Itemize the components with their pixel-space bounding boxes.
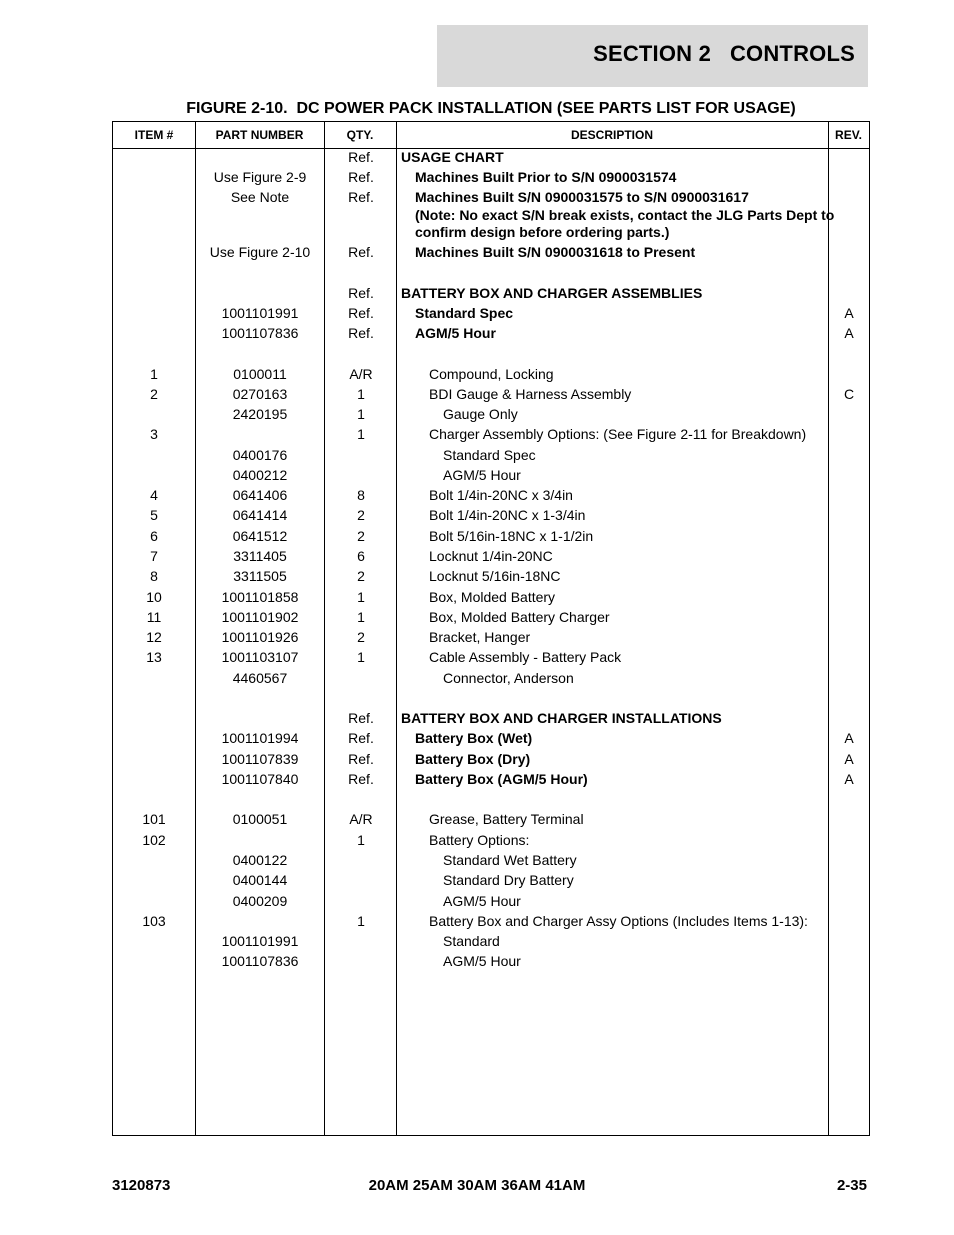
part-number: 0641406 (232, 487, 288, 503)
quantity: A/R (349, 366, 373, 382)
section-title: SECTION 2 CONTROLS (593, 41, 855, 66)
section-header (437, 25, 868, 87)
description: Battery Box (AGM/5 Hour) (415, 771, 588, 787)
description: BATTERY BOX AND CHARGER ASSEMBLIES (401, 285, 703, 301)
description: AGM/5 Hour (415, 325, 496, 341)
description: Standard Wet Battery (443, 852, 577, 868)
revision: C (843, 386, 855, 402)
description: BDI Gauge & Harness Assembly (429, 386, 632, 402)
part-number: 1001107840 (221, 771, 299, 787)
quantity: A/R (349, 811, 373, 827)
description: Gauge Only (443, 406, 518, 422)
part-number: 1001107836 (221, 953, 299, 969)
item-number: 8 (150, 568, 158, 584)
item-number: 101 (142, 811, 166, 827)
quantity: Ref. (348, 189, 374, 205)
part-number: 0100051 (232, 811, 288, 827)
part-number: 1001101902 (221, 609, 299, 625)
item-number: 7 (150, 548, 158, 564)
item-number: 1 (150, 366, 158, 382)
quantity: 1 (357, 832, 365, 848)
quantity: Ref. (348, 710, 374, 726)
description: Battery Options: (429, 832, 530, 848)
part-number: 1001101926 (221, 629, 299, 645)
item-number: 103 (142, 913, 166, 929)
quantity: 1 (357, 426, 365, 442)
description: Machines Built S/N 0900031575 to S/N 0900031617 (415, 189, 749, 205)
quantity: 2 (357, 528, 365, 544)
part-number: 0100011 (233, 366, 287, 382)
part-number: 3311405 (233, 548, 287, 564)
part-number: 0400209 (232, 893, 288, 909)
quantity: 6 (357, 548, 365, 564)
footer-doc-number: 3120873 (112, 1177, 171, 1194)
revision: A (844, 771, 854, 787)
footer-page-number: 2-35 (836, 1177, 867, 1194)
revision: A (844, 325, 854, 341)
quantity: 2 (357, 568, 365, 584)
description: Cable Assembly - Battery Pack (429, 649, 622, 665)
header-description: DESCRIPTION (570, 128, 653, 142)
description: Bolt 1/4in-20NC x 3/4in (429, 487, 573, 503)
quantity: 8 (357, 487, 365, 503)
part-number: 3311505 (233, 568, 287, 584)
description: Grease, Battery Terminal (429, 811, 584, 827)
quantity: Ref. (348, 285, 374, 301)
item-number: 13 (146, 649, 162, 665)
item-number: 4 (150, 487, 158, 503)
item-number: 102 (142, 832, 166, 848)
revision: A (844, 751, 854, 767)
revision: A (844, 730, 854, 746)
header-item: ITEM # (134, 128, 174, 142)
description: Locknut 5/16in-18NC (429, 568, 561, 584)
quantity: 2 (357, 507, 365, 523)
part-number: 1001107839 (221, 751, 299, 767)
description: Standard Spec (415, 305, 514, 321)
description: Bolt 5/16in-18NC x 1-1/2in (429, 528, 594, 544)
quantity: Ref. (348, 730, 374, 746)
item-number: 5 (150, 507, 158, 523)
description: Battery Box (Wet) (415, 730, 533, 746)
quantity: 1 (357, 649, 365, 665)
part-number: 1001107836 (221, 325, 299, 341)
description: Machines Built S/N 0900031618 to Present (415, 244, 696, 260)
part-number: 0400212 (232, 467, 288, 483)
description: Standard (443, 933, 500, 949)
quantity: 1 (357, 589, 365, 605)
quantity: Ref. (348, 325, 374, 341)
footer-models: 20AM 25AM 30AM 36AM 41AM (368, 1177, 586, 1194)
part-number: 0641512 (232, 528, 288, 544)
part-number: 1001101994 (221, 730, 299, 746)
figure-title: FIGURE 2-10. DC POWER PACK INSTALLATION (SEE PARTS LIST FOR USAGE) (186, 100, 796, 117)
part-number: 1001103107 (221, 649, 299, 665)
description: Compound, Locking (429, 366, 554, 382)
quantity: Ref. (348, 169, 374, 185)
item-number: 12 (146, 629, 162, 645)
description: Battery Box (Dry) (415, 751, 531, 767)
part-number: See Note (230, 189, 290, 205)
quantity: Ref. (348, 244, 374, 260)
quantity: 1 (357, 406, 365, 422)
header-qty: QTY. (346, 128, 374, 142)
item-number: 3 (150, 426, 158, 442)
part-number: 0641414 (232, 507, 288, 523)
part-number: 4460567 (232, 670, 288, 686)
part-number: 0400144 (232, 872, 288, 888)
description: Charger Assembly Options: (See Figure 2-11 for Breakdown) (429, 426, 807, 442)
description: Standard Spec (443, 447, 536, 463)
description: BATTERY BOX AND CHARGER INSTALLATIONS (401, 710, 722, 726)
description: Box, Molded Battery (429, 589, 556, 605)
description: Connector, Anderson (443, 670, 574, 686)
description: Locknut 1/4in-20NC (429, 548, 553, 564)
part-number: Use Figure 2-9 (213, 169, 307, 185)
header-rev: REV. (835, 128, 862, 142)
description: Battery Box and Charger Assy Options (Includes Items 1-13): (429, 913, 808, 929)
description: AGM/5 Hour (443, 893, 521, 909)
part-number: 0270163 (232, 386, 288, 402)
description: AGM/5 Hour (443, 953, 521, 969)
description: Bracket, Hanger (429, 629, 531, 645)
quantity: Ref. (348, 751, 374, 767)
item-number: 2 (150, 386, 158, 402)
description: Machines Built Prior to S/N 0900031574 (415, 169, 677, 185)
item-number: 10 (146, 589, 162, 605)
description: AGM/5 Hour (443, 467, 521, 483)
quantity: 2 (357, 629, 365, 645)
quantity: 1 (357, 609, 365, 625)
description: Bolt 1/4in-20NC x 1-3/4in (429, 507, 586, 523)
description: Box, Molded Battery Charger (429, 609, 610, 625)
quantity: 1 (357, 386, 365, 402)
header-part-number: PART NUMBER (215, 128, 304, 142)
part-number: 1001101991 (221, 933, 299, 949)
description: (Note: No exact S/N break exists, contact the JLG Parts Dept to confirm design before ordering parts.) (415, 207, 835, 240)
part-number: 1001101858 (221, 589, 299, 605)
description: USAGE CHART (401, 149, 504, 165)
part-number: 1001101991 (221, 305, 299, 321)
part-number: 2420195 (232, 406, 288, 422)
part-number: Use Figure 2-10 (209, 244, 311, 260)
description: Standard Dry Battery (443, 872, 574, 888)
quantity: Ref. (348, 149, 374, 165)
part-number: 0400122 (232, 852, 288, 868)
part-number: 0400176 (232, 447, 288, 463)
revision: A (844, 305, 854, 321)
quantity: Ref. (348, 305, 374, 321)
item-number: 6 (150, 528, 158, 544)
item-number: 11 (146, 609, 162, 625)
parts-table (112, 121, 870, 1136)
quantity: Ref. (348, 771, 374, 787)
quantity: 1 (357, 913, 365, 929)
